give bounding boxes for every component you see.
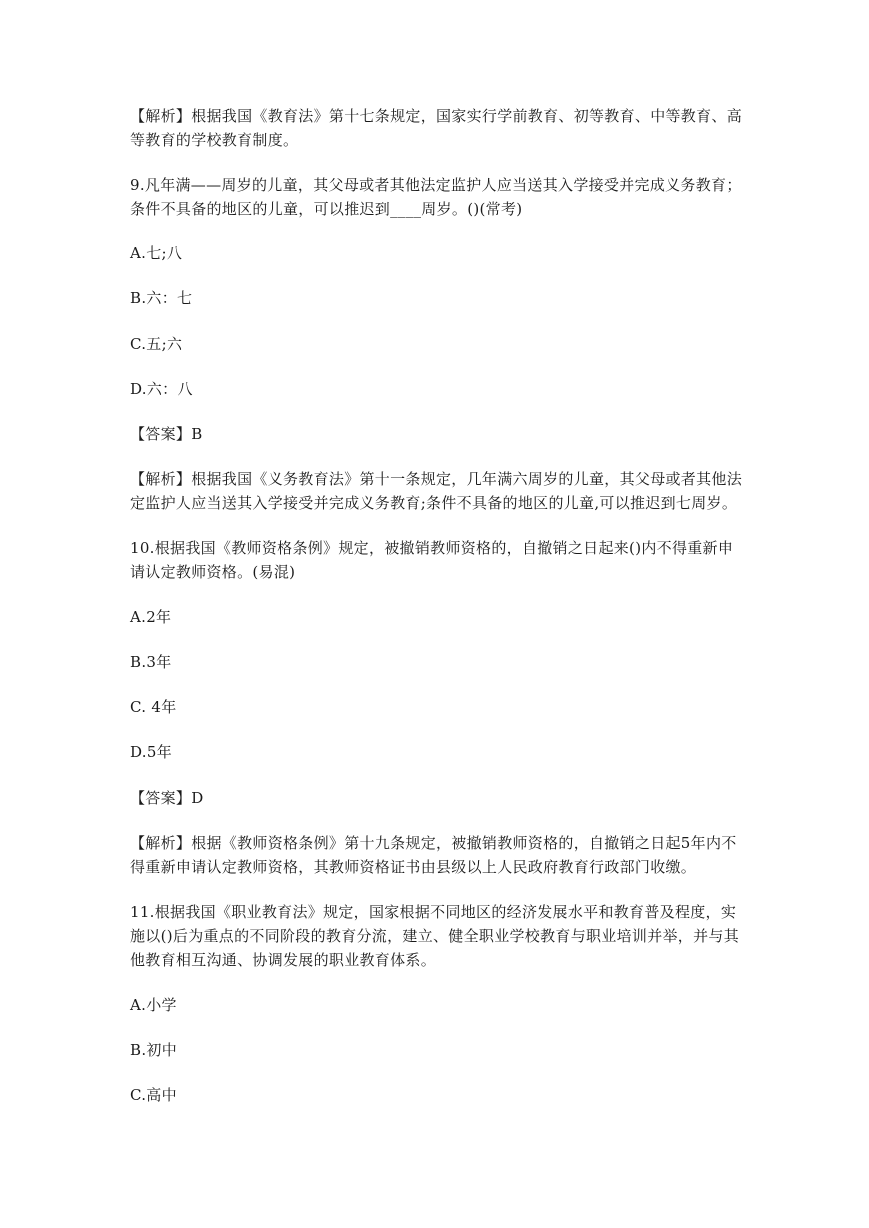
option-a: A.七;八 bbox=[130, 244, 183, 262]
option-b: B.六：七 bbox=[130, 289, 193, 307]
question-10-line: 请认定教师资格。(易混) bbox=[130, 563, 296, 581]
option-b: B.初中 bbox=[130, 1041, 177, 1059]
question-11-line: 他教育相互沟通、协调发展的职业教育体系。 bbox=[130, 951, 437, 969]
question-11-line: 施以()后为重点的不同阶段的教育分流，建立、健全职业学校教育与职业培训并举，并与其 bbox=[130, 927, 740, 945]
analysis-line: 【解析】根据我国《义务教育法》第十一条规定，几年满六周岁的儿童，其父母或者其他法 bbox=[130, 470, 743, 488]
analysis-line: 定监护人应当送其入学接受并完成义务教育;条件不具备的地区的儿童,可以推迟到七周岁。 bbox=[130, 494, 738, 512]
option-c: C. 4年 bbox=[130, 698, 177, 716]
question-11-line: 11.根据我国《职业教育法》规定，国家根据不同地区的经济发展水平和教育普及程度，实 bbox=[130, 903, 737, 921]
option-c: C.五;六 bbox=[130, 335, 183, 353]
question-9-line: 9.凡年满——周岁的儿童，其父母或者其他法定监护人应当送其入学接受并完成义务教育； bbox=[130, 176, 742, 194]
option-d: D.六：八 bbox=[130, 380, 193, 398]
question-10-line: 10.根据我国《教师资格条例》规定，被撤销教师资格的，自撤销之日起来()内不得重新申 bbox=[130, 539, 734, 557]
question-9-line: 条件不具备的地区的儿童，可以推迟到____周岁。()(常考) bbox=[130, 200, 523, 218]
option-a: A.2年 bbox=[130, 608, 172, 626]
answer-line: 【答案】D bbox=[130, 789, 204, 807]
analysis-line: 【解析】根据《教师资格条例》第十九条规定，被撤销教师资格的，自撤销之日起5年内不 bbox=[130, 834, 737, 852]
analysis-line: 等教育的学校教育制度。 bbox=[130, 131, 299, 149]
option-b: B.3年 bbox=[130, 653, 172, 671]
option-d: D.5年 bbox=[130, 743, 173, 761]
analysis-line: 【解析】根据我国《教育法》第十七条规定，国家实行学前教育、初等教育、中等教育、高 bbox=[130, 107, 743, 125]
option-c: C.高中 bbox=[130, 1086, 177, 1104]
analysis-line: 得重新申请认定教师资格，其教师资格证书由县级以上人民政府教育行政部门收缴。 bbox=[130, 858, 697, 876]
answer-line: 【答案】B bbox=[130, 425, 203, 443]
option-a: A.小学 bbox=[130, 996, 177, 1014]
